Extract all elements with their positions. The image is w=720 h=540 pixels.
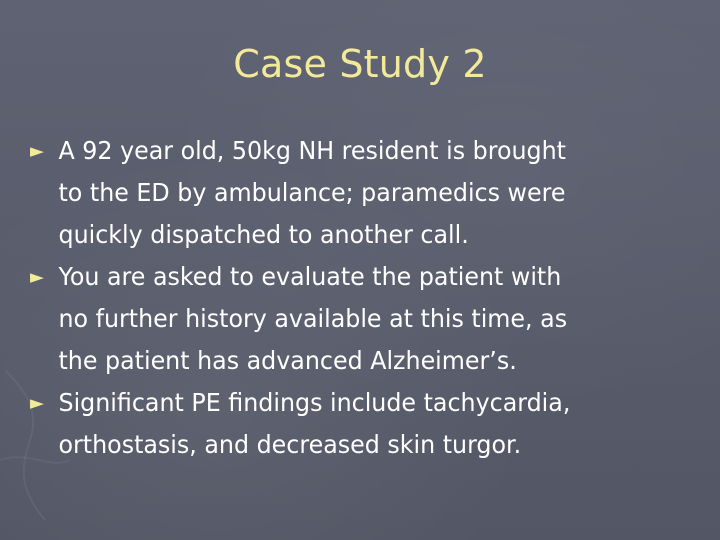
- bullet-1-line-3: quickly dispatched to another call.: [58, 220, 469, 249]
- bullet-item-1: [30, 130, 648, 256]
- slide-title: Case Study 2: [233, 42, 487, 86]
- bullet-2-line-2: no further history available at this time, as: [58, 304, 568, 333]
- bullet-item-2: [30, 256, 648, 382]
- bullet-3-line-1: Significant PE findings include tachycardia,: [58, 388, 571, 417]
- bullet-2-line-3: the patient has advanced Alzheimer’s.: [58, 346, 517, 375]
- right-pointing-triangle-icon: ►: [30, 266, 44, 288]
- right-pointing-triangle-icon: ►: [30, 140, 44, 162]
- bullet-1-line-1: A 92 year old, 50kg NH resident is brought: [58, 136, 566, 165]
- bullet-1-line-2: to the ED by ambulance; paramedics were: [58, 178, 566, 207]
- bullet-3-line-2: orthostasis, and decreased skin turgor.: [58, 430, 522, 459]
- bullet-list: [30, 130, 680, 466]
- bullet-item-3: [30, 382, 648, 466]
- right-pointing-triangle-icon: ►: [30, 392, 44, 414]
- bullet-2-line-1: You are asked to evaluate the patient with: [58, 262, 562, 291]
